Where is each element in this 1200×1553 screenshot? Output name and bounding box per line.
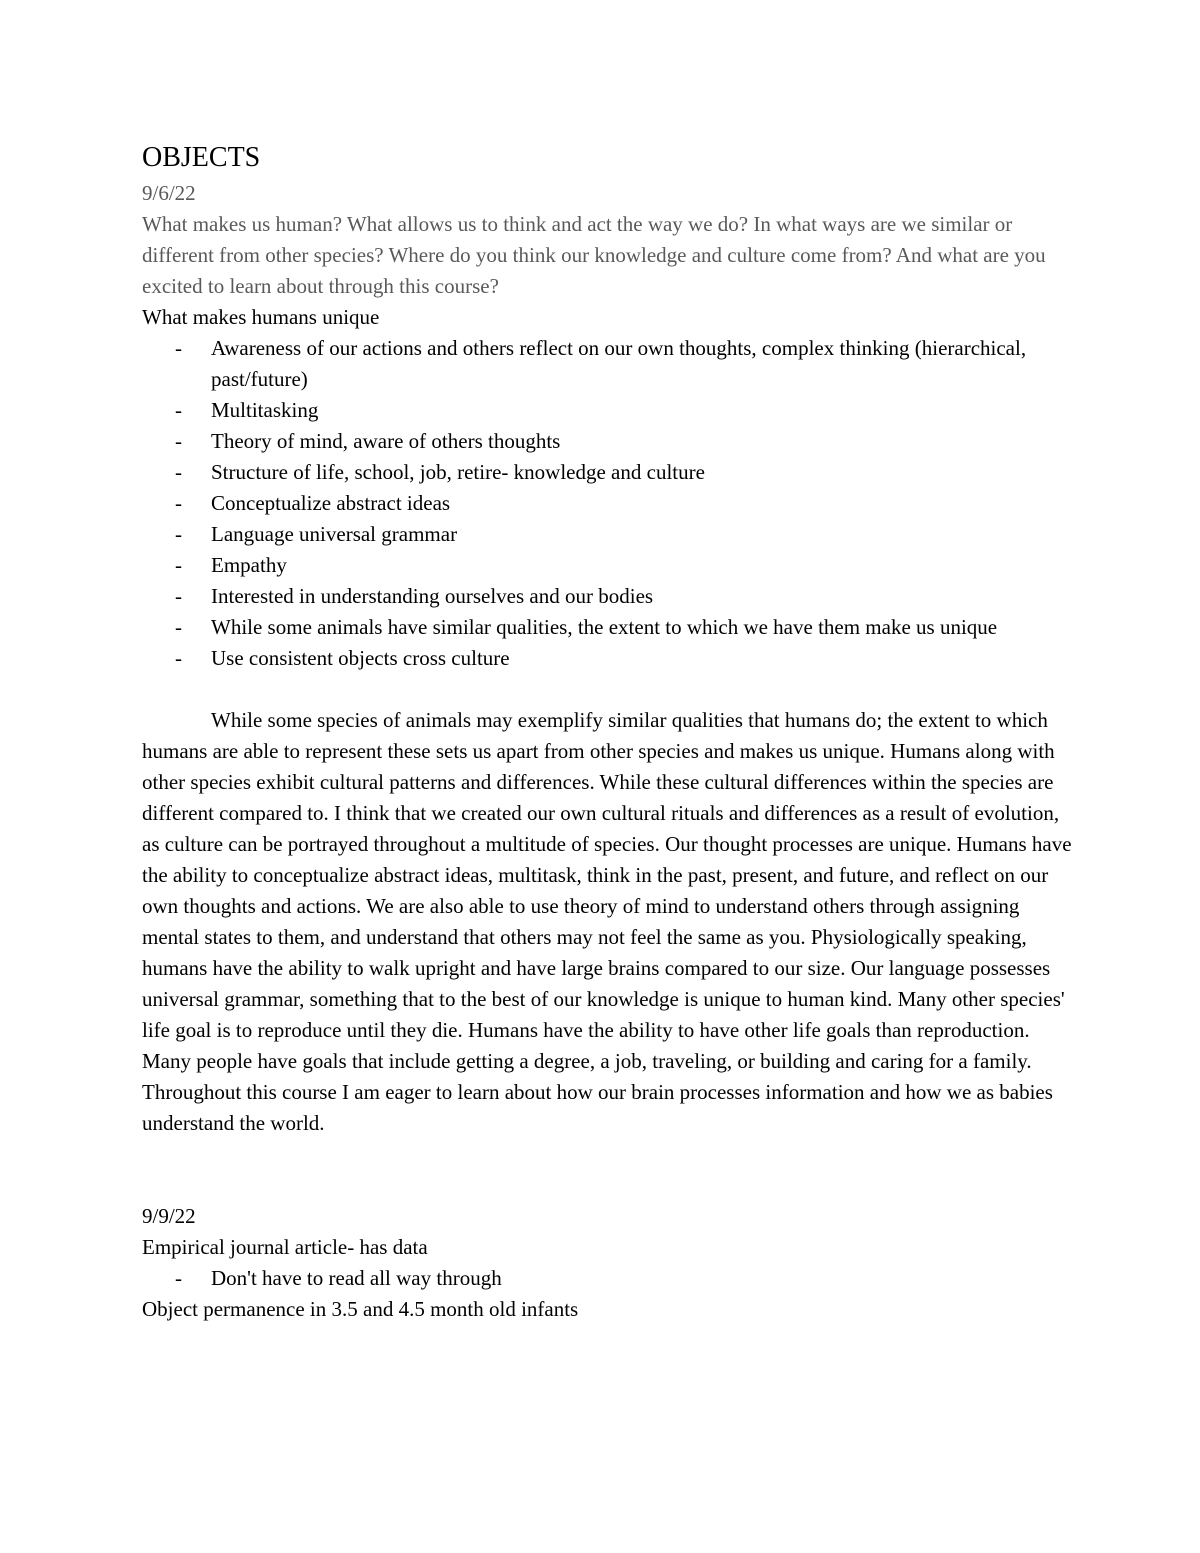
document-page xyxy=(142,140,1072,1325)
list-item-text: Multitasking xyxy=(211,398,319,422)
dash-icon: - xyxy=(175,615,182,639)
section2-line2: Object permanence in 3.5 and 4.5 month old infants xyxy=(142,1297,579,1321)
list-item-text: Empathy xyxy=(211,553,287,577)
section1-date: 9/6/22 xyxy=(142,181,196,205)
dash-icon: - xyxy=(175,553,182,577)
list-item xyxy=(142,488,1072,519)
list-item-text: Conceptualize abstract ideas xyxy=(211,491,451,515)
list-item xyxy=(142,643,1072,674)
list-item-text: Structure of life, school, job, retire- knowledge and culture xyxy=(211,460,705,484)
dash-icon: - xyxy=(175,522,182,546)
list-item-text: Theory of mind, aware of others thoughts xyxy=(211,429,561,453)
dash-icon: - xyxy=(175,646,182,670)
dash-icon: - xyxy=(175,429,182,453)
list-item xyxy=(142,333,1072,395)
list-item-text: While some animals have similar qualities, the extent to which we have them make us unique xyxy=(211,615,998,639)
list-item-text: Don't have to read all way through xyxy=(211,1266,502,1290)
list-item xyxy=(142,581,1072,612)
list-item xyxy=(142,550,1072,581)
list-item xyxy=(142,426,1072,457)
document-title: OBJECTS xyxy=(142,142,261,173)
list-item xyxy=(142,612,1072,643)
list-item xyxy=(142,457,1072,488)
section2-date: 9/9/22 xyxy=(142,1204,196,1228)
section2-bullet-list xyxy=(142,1263,1072,1294)
dash-icon: - xyxy=(175,1266,182,1290)
list-item-text: Language universal grammar xyxy=(211,522,458,546)
dash-icon: - xyxy=(175,491,182,515)
section1-bullet-list xyxy=(142,333,1072,674)
section-spacer xyxy=(142,1139,1072,1201)
list-item-text: Interested in understanding ourselves and our bodies xyxy=(211,584,654,608)
list-item-text: Awareness of our actions and others reflect on our own thoughts, complex thinking (hierarchical, past/future) xyxy=(211,336,1027,391)
list-item-text: Use consistent objects cross culture xyxy=(211,646,510,670)
list-item xyxy=(142,1263,1072,1294)
section1-heading: What makes humans unique xyxy=(142,305,380,329)
dash-icon: - xyxy=(175,460,182,484)
dash-icon: - xyxy=(175,584,182,608)
section2-line1: Empirical journal article- has data xyxy=(142,1235,428,1259)
dash-icon: - xyxy=(175,398,182,422)
list-item xyxy=(142,395,1072,426)
list-item xyxy=(142,519,1072,550)
dash-icon: - xyxy=(175,336,182,360)
section1-prompt: What makes us human? What allows us to think and act the way we do? In what ways are we similar or different from other species? Where do you think our knowledge and culture come from? And what are you excited to learn about through this course? xyxy=(142,212,1046,298)
essay-paragraph: While some species of animals may exemplify similar qualities that humans do; the extent to which humans are able to represent these sets us apart from other species and makes us unique. Humans along with other species exhibit cultural patterns and differences. While these cultural differences within the species are different compared to. I think that we created our own cultural rituals and differences as a result of evolution, as culture can be portrayed throughout a multitude of species. Our thought processes are unique. Humans have the ability to conceptualize abstract ideas, multitask, think in the past, present, and future, and reflect on our own thoughts and actions. We are also able to use theory of mind to understand others through assigning mental states to them, and understand that others may not feel the same as you. Physiologically speaking, humans have the ability to walk upright and have large brains compared to our size. Our language possesses universal grammar, something that to the best of our knowledge is unique to human kind. Many other species' life goal is to reproduce until they die. Humans have the ability to have other life goals than reproduction. Many people have goals that include getting a degree, a job, traveling, or building and caring for a family. Throughout this course I am eager to learn about how our brain processes information and how we as babies understand the world. xyxy=(142,708,1072,1135)
